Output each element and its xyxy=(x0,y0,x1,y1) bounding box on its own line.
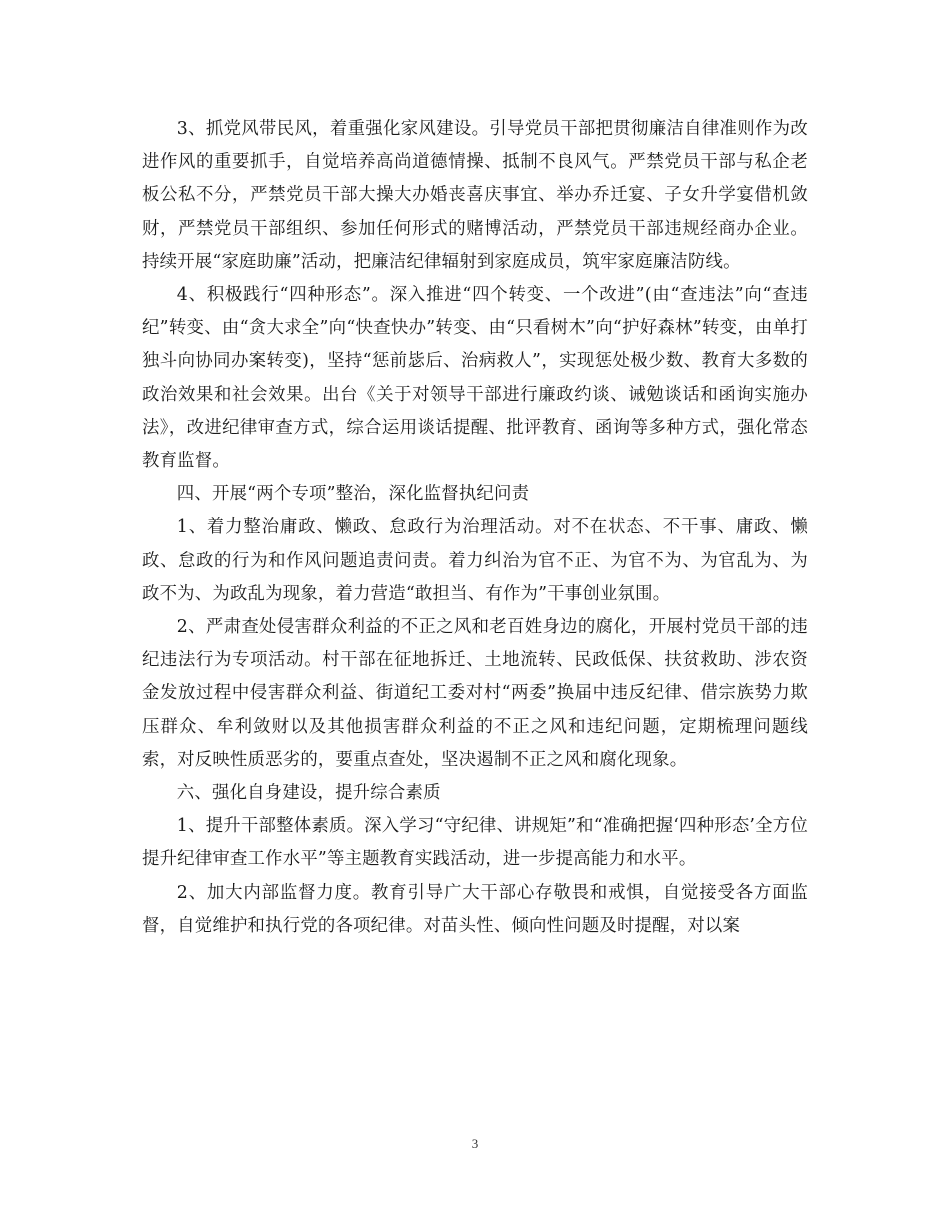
paragraph-corruption-investigation: 2、严肃查处侵害群众利益的不正之风和老百姓身边的腐化，开展村党员干部的违纪违法行为专项活动。村干部在征地拆迁、土地流转、民政低保、扶贫救助、涉农资金发放过程中侵害群众利益、街道纪工委对村“两委”换届中违反纪律、借宗族势力欺压群众、牟利敛财以及其他损害群众利益的不正之风和违纪问题，定期梳理问题线索，对反映性质恶劣的，要重点查处，坚决遏制不正之风和腐化现象。 xyxy=(142,617,808,770)
paragraph-family-style: 3、抓党风带民风，着重强化家风建设。引导党员干部把贯彻廉洁自律准则作为改进作风的重要抓手，自觉培养高尚道德情操、抵制不良风气。严禁党员干部与私企老板公私不分，严禁党员干部大操大办婚丧喜庆事宜、举办乔迁宴、子女升学宴借机敛财，严禁党员干部组织、参加任何形式的赌博活动，严禁党员干部违规经商办企业。持续开展“家庭助廉”活动，把廉洁纪律辐射到家庭成员，筑牢家庭廉洁防线。 xyxy=(142,119,808,272)
section-heading-self-building: 六、强化自身建设，提升综合素质 xyxy=(176,783,441,804)
paragraph-cadre-quality: 1、提升干部整体素质。深入学习“守纪律、讲规矩”和“准确把握‘四种形态’全方位提升纪律审查工作水平”等主题教育实践活动，进一步提高能力和水平。 xyxy=(142,816,808,870)
paragraph-lazy-governance: 1、着力整治庸政、懒政、怠政行为治理活动。对不在状态、不干事、庸政、懒政、怠政的行为和作风问题追责问责。着力纠治为官不正、为官不为、为官乱为、为政不为、为政乱为现象，着力营造“敢担当、有作为”干事创业氛围。 xyxy=(142,517,808,604)
paragraph-four-forms: 4、积极践行“四种形态”。深入推进“四个转变、一个改进”(由“查违法”向“查违纪”转变、由“贪大求全”向“快查快办”转变、由“只看树木”向“护好森林”转变，由单打独斗向协同办案转变)，坚持“惩前毖后、治病救人”，实现惩处极少数、教育大多数的政治效果和社会效果。出台《关于对领导干部进行廉政约谈、诫勉谈话和函询实施办法》，改进纪律审查方式，综合运用谈话提醒、批评教育、函询等多种方式，强化常态教育监督。 xyxy=(142,285,808,472)
paragraph-internal-supervision: 2、加大内部监督力度。教育引导广大干部心存敬畏和戒惧，自觉接受各方面监督，自觉维护和执行党的各项纪律。对苗头性、倾向性问题及时提醒，对以案 xyxy=(142,882,808,936)
section-heading-two-special: 四、开展“两个专项”整治，深化监督执纪问责 xyxy=(176,484,530,505)
page-number: 3 xyxy=(471,1136,479,1151)
document-body xyxy=(142,113,808,943)
